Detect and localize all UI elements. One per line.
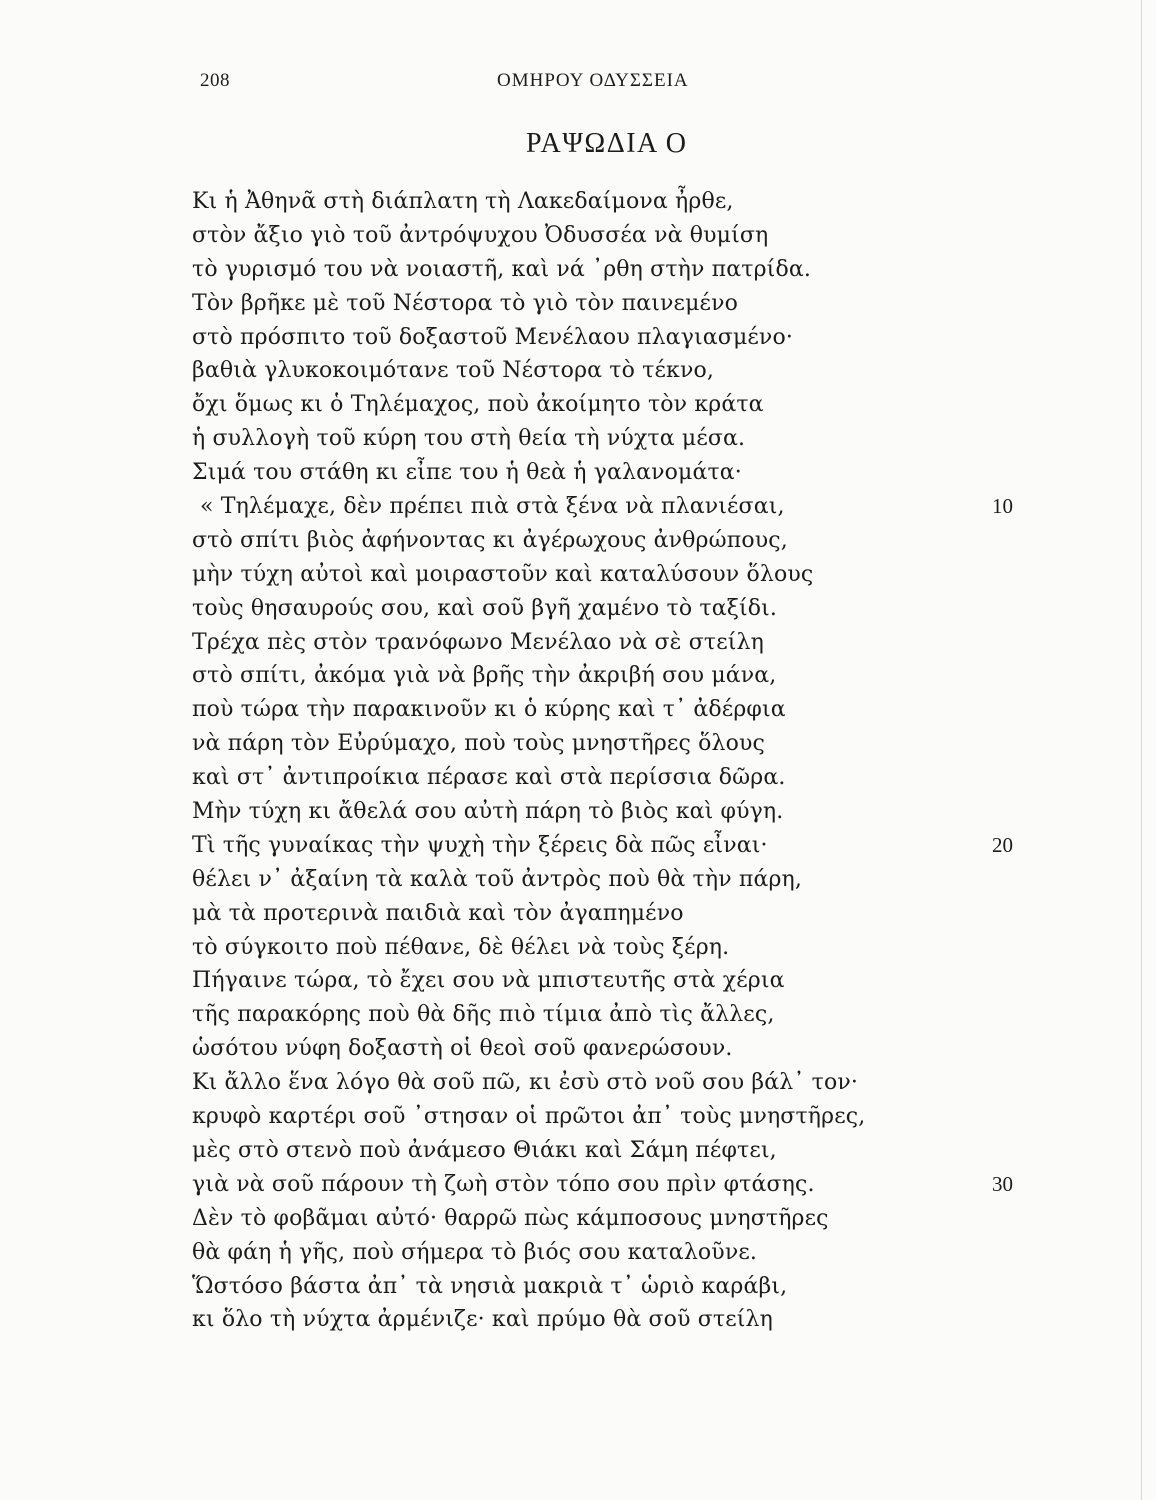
verse-text: θὰ φάη ἡ γῆς, ποὺ σήμερα τὸ βιός σου καταλοῦνε. [192,1239,758,1265]
verse-text: κι ὅλο τὴ νύχτα ἀρμένιζε· καὶ πρύμο θὰ σοῦ στείλη [192,1307,773,1333]
verse-line [0,1303,1156,1337]
line-number: 10 [992,494,1013,519]
verse-line [0,727,1156,761]
verse-text: ὡσότου νύφη δοξαστὴ οἱ θεοὶ σοῦ φανερώσουν. [192,1036,733,1062]
verse-text: ὄχι ὅμως κι ὁ Τηλέμαχος, ποὺ ἀκοίμητο τὸν κράτα [192,392,764,418]
verse-text: Τὸν βρῆκε μὲ τοῦ Νέστορα τὸ γιὸ τὸν παινεμένο [192,290,738,316]
verse-text: Κι ἡ Ἀθηνᾶ στὴ διάπλατη τὴ Λακεδαίμονα ἦρθε, [192,189,734,214]
line-number: 20 [992,832,1013,857]
verse-text: ποὺ τώρα τὴν παρακινοῦν κι ὁ κύρης καὶ τ᾽ ἀδέρφια [192,697,786,723]
verse-text: Ὥστόσο βάστα ἀπ᾽ τὰ νησιὰ μακριὰ τ᾽ ὡριὸ καράβι, [192,1273,788,1299]
verse-text: μὴν τύχη αὐτοὶ καὶ μοιραστοῦν καὶ καταλύσουν ὅλους [192,561,814,587]
verse-text: Τρέχα πὲς στὸν τρανόφωνο Μενέλαο νὰ σὲ στείλη [192,629,764,655]
verse-text: τὸ γυρισμό του νὰ νοιαστῆ, καὶ νά ᾽ρθη στὴν πατρίδα. [192,256,811,282]
verse-text: Δὲν τὸ φοβᾶμαι αὐτό· θαρρῶ πὼς κάμποσους μνηστῆρες [192,1205,829,1231]
page-header [0,70,1156,100]
verse-line [0,659,1156,693]
verse-line [0,524,1156,558]
verse-text: Πήγαινε τώρα, τὸ ἔχει σου νὰ μπιστευτῆς στὰ χέρια [192,968,785,994]
verse-text: γιὰ νὰ σοῦ πάρουν τὴ ζωὴ στὸν τόπο σου πρὶν φτάσης. [192,1171,815,1197]
verse-line [0,185,1156,219]
verse-text: Σιμά του στάθη κι εἶπε του ἡ θεὰ ἡ γαλανομάτα· [192,460,742,486]
verse-line [0,1100,1156,1134]
chapter-title: ΡΑΨΩΔΙΑ Ο [526,128,688,159]
verse-text: καὶ στ᾽ ἀντιπροίκια πέρασε καὶ στὰ περίσσια δῶρα. [192,765,786,791]
verse-text: Κι ἄλλο ἕνα λόγο θὰ σοῦ πῶ, κι ἐσὺ στὸ νοῦ σου βάλ᾽ τον· [192,1070,859,1096]
verse-line [0,219,1156,253]
verse-line [0,321,1156,355]
verse-text: τῆς παρακόρης ποὺ θὰ δῆς πιὸ τίμια ἀπὸ τὶς ἄλλες, [192,1002,775,1028]
verse-text: στὸν ἄξιο γιὸ τοῦ ἀντρόψυχου Ὀδυσσέα νὰ θυμίση [192,222,769,248]
verse-line [0,998,1156,1032]
verse-text: στὸ σπίτι βιὸς ἀφήνοντας κι ἀγέρωχους ἀνθρώπους, [192,527,788,553]
verse-text: θέλει ν᾽ ἀξαίνη τὰ καλὰ τοῦ ἀντρὸς ποὺ θὰ τὴν πάρη, [192,866,803,892]
verse-line [0,558,1156,592]
verse-line [0,1032,1156,1066]
verse-text: στὸ σπίτι, ἀκόμα γιὰ νὰ βρῆς τὴν ἀκριβή σου μάνα, [192,663,777,689]
verse-line [0,422,1156,456]
verse-line [0,490,1156,524]
verse-line [0,761,1156,795]
verse-line [0,592,1156,626]
verse-text: τοὺς θησαυρούς σου, καὶ σοῦ βγῆ χαμένο τὸ ταξίδι. [192,595,778,621]
verse-text: στὸ πρόσπιτο τοῦ δοξαστοῦ Μενέλαου πλαγιασμένο· [192,324,793,350]
verse-line [0,1270,1156,1304]
verse-line [0,1168,1156,1202]
verse-line [0,1202,1156,1236]
verse-line [0,931,1156,965]
verse-line [0,829,1156,863]
verse-line [0,354,1156,388]
verse-line [0,1066,1156,1100]
verse-text: νὰ πάρη τὸν Εὐρύμαχο, ποὺ τοὺς μνηστῆρες ὅλους [192,731,765,757]
page-number: 208 [200,70,230,91]
verse-text: Τὶ τῆς γυναίκας τὴν ψυχὴ τὴν ξέρεις δὰ πῶς εἶναι· [192,832,768,858]
verse-line [0,287,1156,321]
verse-line [0,897,1156,931]
line-number: 30 [992,1171,1013,1196]
verse-line [0,1134,1156,1168]
verse-text: βαθιὰ γλυκοκοιμότανε τοῦ Νέστορα τὸ τέκνο, [192,358,714,384]
verse-line [0,626,1156,660]
verse-text: ἡ συλλογὴ τοῦ κύρη του στὴ θεία τὴ νύχτα μέσα. [192,426,746,452]
verse-line [0,253,1156,287]
verse-line [0,456,1156,490]
verse-text: κρυφὸ καρτέρι σοῦ ᾽στησαν οἱ πρῶτοι ἀπ᾽ τοὺς μνηστῆρες, [192,1104,866,1130]
running-title: ΟΜΗΡΟΥ ΟΔΥΣΣΕΙΑ [497,70,689,91]
verse-text: μὰ τὰ προτερινὰ παιδιὰ καὶ τὸν ἀγαπημένο [192,900,684,926]
verse-line [0,693,1156,727]
verse-line [0,1236,1156,1270]
verse-line [0,388,1156,422]
verse-line [0,795,1156,829]
verse-text: Μὴν τύχη κι ἄθελά σου αὐτὴ πάρη τὸ βιὸς καὶ φύγη. [192,799,784,825]
poem-text [0,185,1156,1337]
verse-text: « Τηλέμαχε, δὲν πρέπει πιὰ στὰ ξένα νὰ πλανιέσαι, [200,494,785,520]
verse-text: τὸ σύγκοιτο ποὺ πέθανε, δὲ θέλει νὰ τοὺς ξέρη. [192,934,730,960]
verse-line [0,863,1156,897]
verse-text: μὲς στὸ στενὸ ποὺ ἀνάμεσο Θιάκι καὶ Σάμη πέφτει, [192,1137,777,1163]
verse-line [0,964,1156,998]
